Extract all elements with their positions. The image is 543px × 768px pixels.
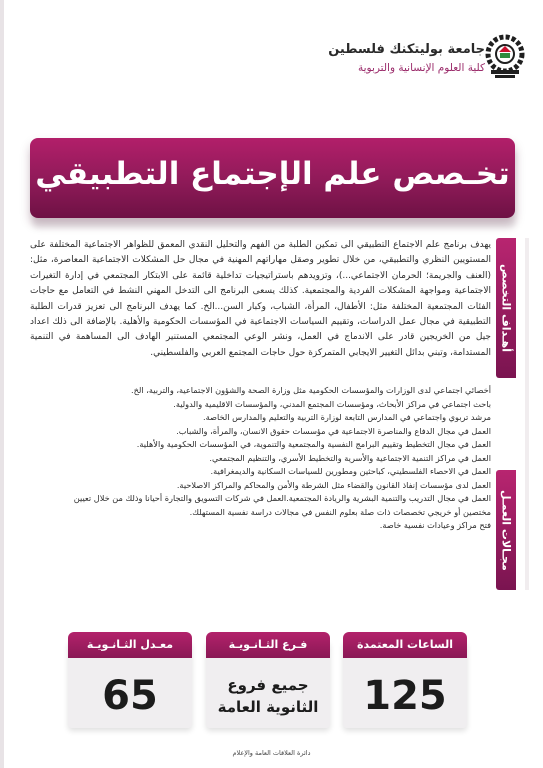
goals-section-tab — [496, 238, 516, 378]
list-item: أخصائي اجتماعي لدى الوزارات والمؤسسات الحكومية مثل وزارة الصحة والشؤون الاجتماعية، والتربية، الخ. — [131, 385, 491, 395]
list-item: مرشد تربوي واجتماعي في المدارس التابعة لوزارة التربية والتعليم والمدارس الخاصة. — [203, 412, 491, 422]
fields-list — [44, 384, 491, 533]
university-name: جامعة بوليتكنك فلسطين — [328, 42, 485, 57]
credit-hours-card — [343, 640, 467, 728]
list-item: العمل في الاحصاء الفلسطيني، كباحثين ومطورين للسياسات السكانية والديمغرافية. — [210, 466, 491, 476]
left-edge-strip — [0, 0, 4, 768]
secondary-average-value: 65 — [102, 673, 158, 719]
title-banner — [30, 138, 515, 218]
page-title: تخـصص علم الإجتماع التطبيقي — [35, 156, 510, 192]
secondary-branch-card — [206, 640, 330, 728]
secondary-branch-label: فـرع الثـانـويـة — [206, 632, 330, 658]
header — [225, 42, 485, 76]
secondary-branch-value-box — [206, 664, 330, 728]
list-item: العمل في مجال الدفاع والمناصرة الاجتماعية في مؤسسات حقوق الانسان، والمرأة، والشباب. — [176, 425, 491, 436]
university-logo-icon — [485, 34, 525, 80]
fields-section-label: مجـالات العمـل — [499, 489, 513, 571]
list-item: العمل لدى مؤسسات إنفاذ القانون والقضاء مثل الشرطة والأمن والمحاكم والمراكز الاصلاحية. — [176, 479, 491, 490]
secondary-branch-value: جميع فروع الثانوية العامة — [217, 676, 319, 716]
list-item: العمل في مجال التخطيط وتقييم البرامج النفسية والمجتمعية والتنموية، في المؤسسات الحكومية والأهلية. — [136, 439, 491, 449]
college-name: كلية العلوم الإنسانية والتربوية — [357, 62, 485, 74]
fields-section-tab — [496, 470, 516, 590]
secondary-average-value-box — [68, 664, 192, 728]
list-item: باحث اجتماعي في مراكز الأبحاث، ومؤسسات المجتمع المدني، والمؤسسات الاقليمية والدولية. — [173, 398, 491, 409]
credit-hours-label: الساعات المعتمدة — [343, 632, 467, 658]
list-item: العمل في مجال التدريب والتنمية البشرية والريادة المجتمعية.العمل في شركات التسويق والتجارة أحيانا وذلك من خلال تعيين مختصين أو خريجي تخصصات ذات صلة بعلوم النفس في مجالات دراسة نفسية المستهلك. — [73, 493, 491, 517]
secondary-average-card — [68, 640, 192, 728]
list-item: العمل في مراكز التنمية الاجتماعية والأسرية والتخطيط الأسري، والتنظيم المجتمعي. — [209, 452, 491, 463]
goals-section-label: أهـداف التخصص — [499, 263, 513, 353]
secondary-average-label: معـدل الثـانـويـة — [68, 632, 192, 658]
credit-hours-value-box — [343, 664, 467, 728]
credit-hours-value: 125 — [363, 673, 447, 719]
footer-text: دائرة العلاقات العامة والإعلام — [232, 749, 311, 757]
goals-paragraph: يهدف برنامج علم الاجتماع التطبيقي الى تمكين الطلبة من الفهم والتحليل النقدي المعمق للظواهر الاجتماعية المختلفة على المستويين النظري والتطبيقي، من خلال تطوير وصقل مهاراتهم المهنية في مجال حل المشكلات الاجتماعية المعاصرة، مثل: (العنف والجريمة؛ الحرمان الاجتماعي...)، وتزويدهم باستراتيجيات تداخلية قائمة على الابتكار المجتمعي في إدارة التغيرات الاجتماعية ومواجهة المشكلات الفردية والمجتمعية. كذلك يسعى البرنامج الى التدخل المهني النشط في التعامل مع حاجات الفئات المجتمعية المختلفة مثل: الأطفال، المرأة، الشباب، وكبار السن...الخ. كما يهدف البرنامج الى تعزيز قدرات الطلبة التطبيقية في مجال عمل الدراسات، وتقييم السياسات الاجتماعية في المؤسسات الحكومية والأهلية. بالإضافة الى ذلك اعداد جيل من الخريجين قادر على الاندماج في العمل، ونشر الوعي المجتمعي المستنير الهادف الى المساهمة في التنمية المستدامة، وتبني بدائل التغيير الايجابي المتمركزة حول حاجات المجتمع العربي والفلسطيني. — [30, 240, 491, 358]
right-edge-rule — [525, 238, 529, 590]
list-item: فتح مراكز وعيادات نفسية خاصة. — [379, 520, 491, 530]
